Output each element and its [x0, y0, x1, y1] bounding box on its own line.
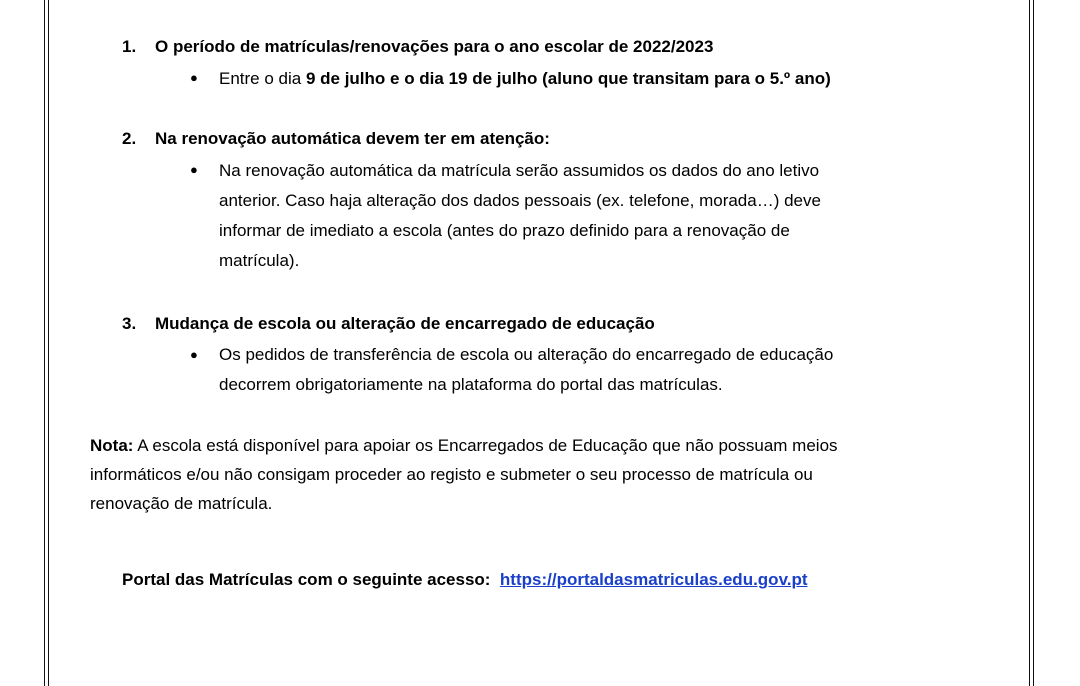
item-2-line-1: Na renovação automática da matrícula serão assumidos os dados do ano letivo [219, 161, 820, 180]
item-3-line-1: Os pedidos de transferência de escola ou alteração do encarregado de educação [219, 345, 834, 364]
portal-label: Portal das Matrículas com o seguinte acesso: [122, 570, 491, 589]
item-2-line-3: informar de imediato a escola (antes do prazo definido para a renovação de [219, 221, 790, 240]
bullet-icon: ● [190, 162, 198, 177]
item-2-heading: 2. Na renovação automática devem ter em atenção: [122, 129, 550, 148]
note-line-3: renovação de matrícula. [90, 494, 273, 513]
portal-link[interactable]: https://portaldasmatriculas.edu.gov.pt [499, 570, 808, 589]
item-2-line-4: matrícula). [219, 251, 300, 270]
note-label: Nota: [90, 436, 134, 455]
item-2-line-2: anterior. Caso haja alteração dos dados pessoais (ex. telefone, morada…) deve [219, 191, 821, 210]
portal-line [122, 565, 808, 595]
item-3-heading: 3. Mudança de escola ou alteração de encarregado de educação [122, 314, 655, 333]
item-3-line-2: decorrem obrigatoriamente na plataforma do portal das matrículas. [219, 375, 723, 394]
bullet-icon: ● [190, 347, 198, 362]
bullet-icon: ● [190, 70, 198, 85]
item-1-heading: 1. O período de matrículas/renovações para o ano escolar de 2022/2023 [122, 37, 714, 56]
item-1-bullet-text: Entre o dia 9 de julho e o dia 19 de julho (aluno que transitam para o 5.º ano) [219, 69, 831, 88]
note-line-2: informáticos e/ou não consigam proceder ao registo e submeter o seu processo de matrícula ou [90, 465, 813, 484]
note-line-1: Nota: A escola está disponível para apoiar os Encarregados de Educação que não possuam meios [90, 436, 838, 455]
